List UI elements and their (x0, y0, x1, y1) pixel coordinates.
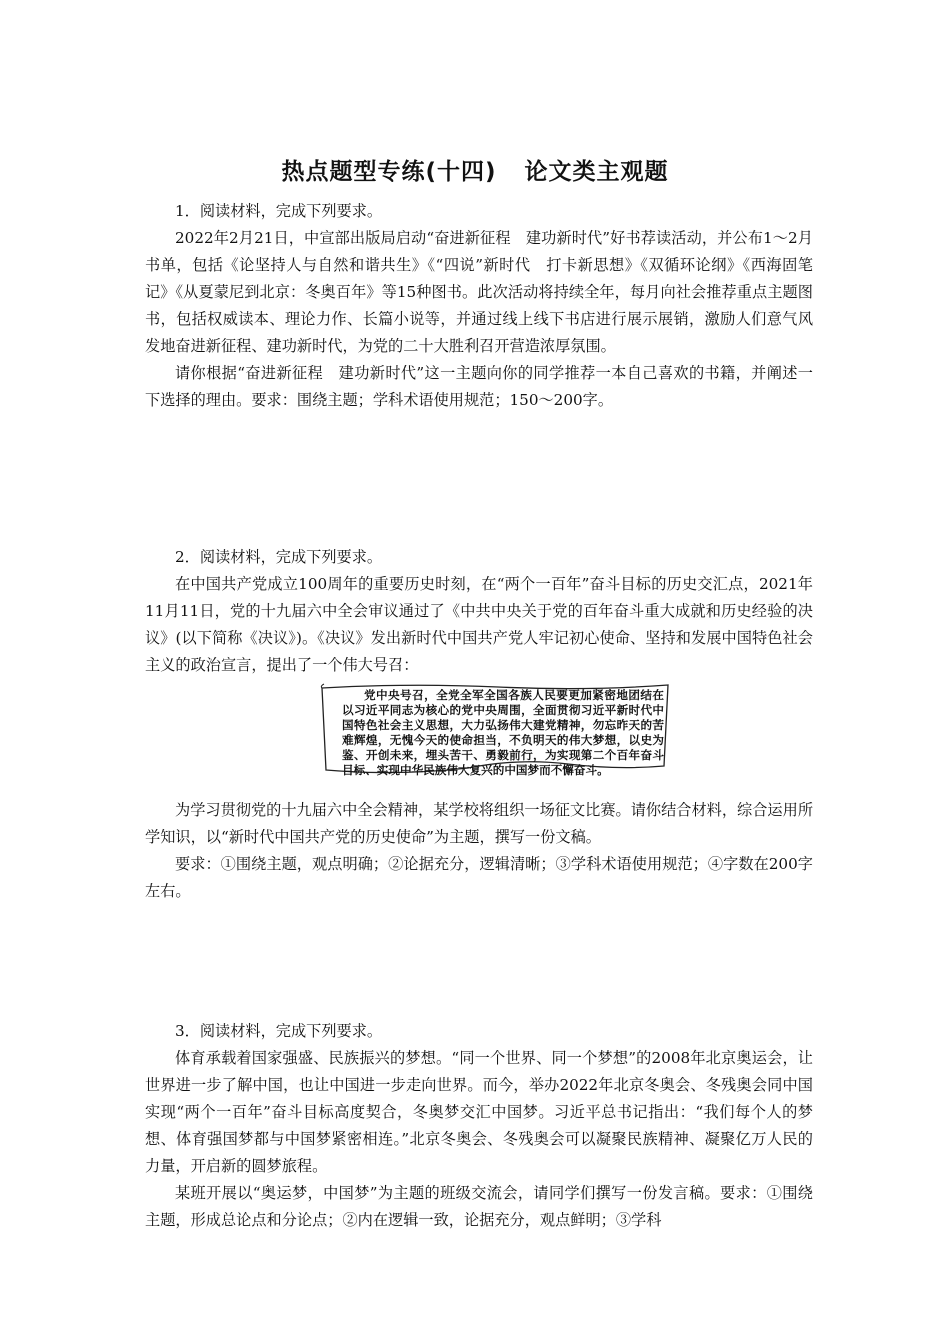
question-1 (145, 198, 813, 414)
q2-task: 为学习贯彻党的十九届六中全会精神，某学校将组织一场征文比赛。请你结合材料，综合运用所学知识，以“新时代中国共产党的历史使命”为主题，撰写一份文稿。 (145, 801, 813, 846)
q2-quote: 党中央号召，全党全军全国各族人民要更加紧密地团结在以习近平同志为核心的党中央周围，全面贯彻习近平新时代中国特色社会主义思想，大力弘扬伟大建党精神，勿忘昨天的苦难辉煌，无愧今天的使命担当，不负明天的伟大梦想，以史为鉴、开创未来，埋头苦干、勇毅前行，为实现第二个百年奋斗目标、实现中华民族伟大复兴的中国梦而不懈奋斗。 (342, 688, 664, 777)
q3-task: 某班开展以“奥运梦，中国梦”为主题的班级交流会，请同学们撰写一份发言稿。要求：①围绕主题，形成总论点和分论点；②内在逻辑一致，论据充分，观点鲜明；③学科 (145, 1184, 813, 1229)
q2-requirements: 要求：①围绕主题，观点明确；②论据充分，逻辑清晰；③学科术语使用规范；④字数在200字左右。 (145, 855, 813, 900)
q2-material: 在中国共产党成立100周年的重要历史时刻，在“两个一百年”奋斗目标的历史交汇点，2021年11月11日，党的十九届六中全会审议通过了《中共中央关于党的百年奋斗重大成就和历史经验的决议》(以下简称《决议》)。《决议》发出新时代中国共产党人牢记初心使命、坚持和发展中国特色社会主义的政治宣言，提出了一个伟大号召： (145, 575, 813, 674)
quote-scroll-box (318, 682, 672, 778)
q1-task: 请你根据“奋进新征程 建功新时代”这一主题向你的同学推荐一本自己喜欢的书籍，并阐述一下选择的理由。要求：围绕主题；学科术语使用规范；150～200字。 (145, 364, 813, 409)
question-3 (145, 1018, 813, 1234)
question-2-task (145, 797, 813, 905)
title-sub: 论文类主观题 (524, 159, 669, 185)
q2-head: 2．阅读材料，完成下列要求。 (175, 548, 383, 566)
page-title (0, 153, 950, 186)
q1-material: 2022年2月21日，中宣部出版局启动“奋进新征程 建功新时代”好书荐读活动，并公布1～2月书单，包括《论坚持人与自然和谐共生》《“四说”新时代 打卡新思想》《双循环论纲》《西海固笔记》《从夏蒙尼到北京：冬奥百年》等15种图书。此次活动将持续全年，每月向社会推荐重点主题图书，包括权威读本、理论力作、长篇小说等，并通过线上线下书店进行展示展销，激励人们意气风发地奋进新征程、建功新时代，为党的二十大胜利召开营造浓厚氛围。 (145, 229, 813, 355)
q1-head: 1．阅读材料，完成下列要求。 (175, 202, 383, 220)
q3-head: 3．阅读材料，完成下列要求。 (175, 1022, 383, 1040)
q3-material: 体育承载着国家强盛、民族振兴的梦想。“同一个世界、同一个梦想”的2008年北京奥运会，让世界进一步了解中国，也让中国进一步走向世界。而今，举办2022年北京冬奥会、冬残奥会同中国实现“两个一百年”奋斗目标高度契合，冬奥梦交汇中国梦。习近平总书记指出：“我们每个人的梦想、体育强国梦都与中国梦紧密相连。”北京冬奥会、冬残奥会可以凝聚民族精神、凝聚亿万人民的力量，开启新的圆梦旅程。 (145, 1049, 813, 1175)
question-2 (145, 544, 813, 679)
title-main: 热点题型专练(十四) (281, 159, 497, 185)
